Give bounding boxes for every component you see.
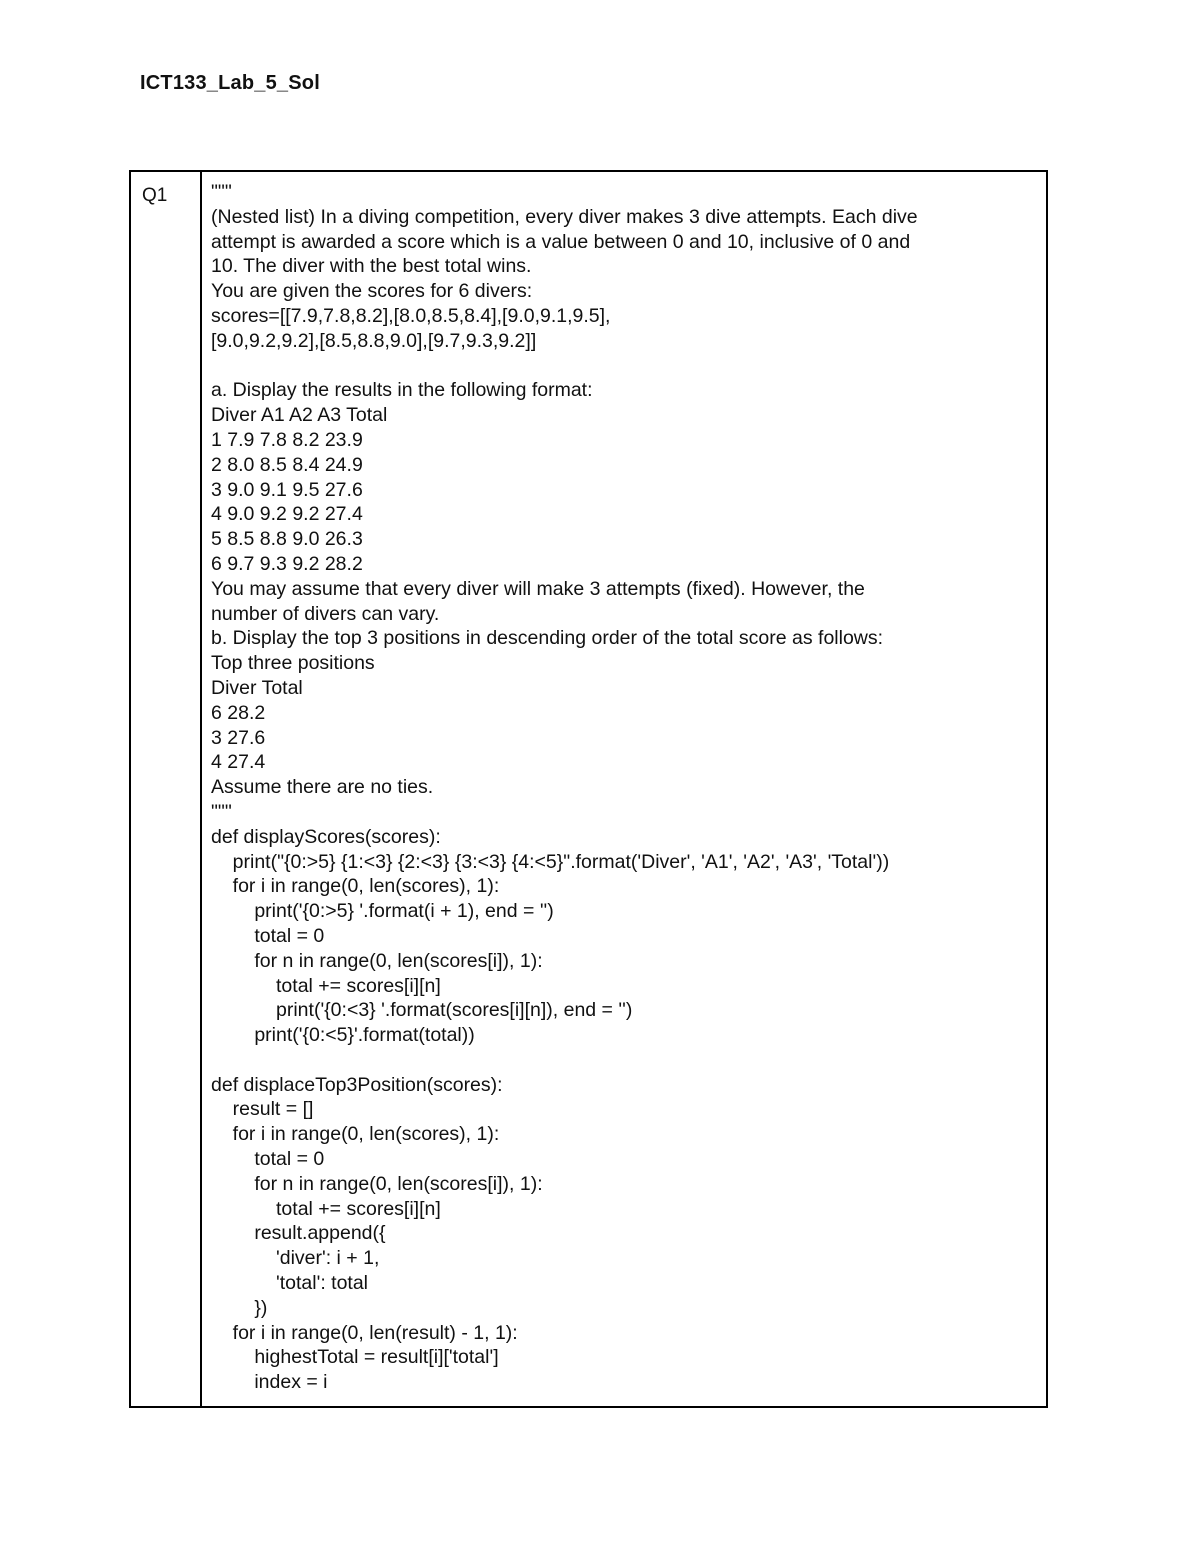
content-line: b. Display the top 3 positions in descending order of the total score as follows: — [211, 627, 884, 650]
answer-content-cell — [211, 180, 1038, 1406]
content-line: 'diver': i + 1, — [211, 1247, 380, 1270]
content-line: for n in range(0, len(scores[i]), 1): — [211, 1172, 543, 1195]
content-line: """ — [211, 181, 232, 203]
content-line: 6 9.7 9.3 9.2 28.2 — [211, 552, 363, 575]
content-line: number of divers can vary. — [211, 602, 440, 625]
content-line: for i in range(0, len(scores), 1): — [211, 875, 500, 898]
content-line: for i in range(0, len(result) - 1, 1): — [211, 1321, 518, 1344]
content-line: print('{0:>5} '.format(i + 1), end = '') — [211, 900, 554, 923]
content-line: 2 8.0 8.5 8.4 24.9 — [211, 453, 363, 476]
content-line: (Nested list) In a diving competition, every diver makes 3 dive attempts. Each dive — [211, 205, 918, 228]
content-line: total = 0 — [211, 924, 325, 947]
content-line: scores=[[7.9,7.8,8.2],[8.0,8.5,8.4],[9.0,9.1,9.5], — [211, 304, 611, 327]
content-line: 4 27.4 — [211, 751, 266, 774]
content-line: 3 27.6 — [211, 726, 266, 749]
question-label: Q1 — [142, 185, 168, 206]
content-line: 1 7.9 7.8 8.2 23.9 — [211, 428, 363, 451]
content-line: 4 9.0 9.2 9.2 27.4 — [211, 503, 363, 526]
content-line: 6 28.2 — [211, 701, 266, 724]
content-line: 'total': total — [211, 1272, 369, 1295]
content-line: result.append({ — [211, 1222, 386, 1245]
content-line: a. Display the results in the following format: — [211, 379, 593, 402]
content-line: attempt is awarded a score which is a value between 0 and 10, inclusive of 0 and — [211, 230, 911, 253]
content-line: }) — [211, 1296, 268, 1319]
content-line: for n in range(0, len(scores[i]), 1): — [211, 949, 543, 972]
document-title: ICT133_Lab_5_Sol — [140, 72, 320, 94]
content-line: total += scores[i][n] — [211, 1197, 441, 1220]
content-line: result = [] — [211, 1098, 314, 1121]
content-line: Diver A1 A2 A3 Total — [211, 404, 388, 427]
content-line: print("{0:>5} {1:<3} {2:<3} {3:<3} {4:<5}".format('Diver', 'A1', 'A2', 'A3', 'Total')) — [211, 850, 890, 873]
content-line: You are given the scores for 6 divers: — [211, 280, 533, 303]
content-line: def displaceTop3Position(scores): — [211, 1073, 503, 1096]
content-line: 5 8.5 8.8 9.0 26.3 — [211, 528, 363, 551]
content-line: def displayScores(scores): — [211, 825, 441, 848]
content-line: Top three positions — [211, 652, 375, 675]
content-line: for i in range(0, len(scores), 1): — [211, 1123, 500, 1146]
content-line — [211, 354, 1038, 379]
content-line: index = i — [211, 1371, 328, 1394]
content-line: [9.0,9.2,9.2],[8.5,8.8,9.0],[9.7,9.3,9.2]] — [211, 329, 537, 352]
content-line: """ — [211, 800, 232, 823]
content-line: Diver Total — [211, 676, 303, 699]
content-line: You may assume that every diver will make 3 attempts (fixed). However, the — [211, 577, 865, 600]
content-line — [211, 1048, 1038, 1073]
content-line: 3 9.0 9.1 9.5 27.6 — [211, 478, 363, 501]
content-line: total += scores[i][n] — [211, 974, 441, 997]
content-line: highestTotal = result[i]['total'] — [211, 1346, 499, 1369]
content-line: print('{0:<3} '.format(scores[i][n]), end = '') — [211, 999, 633, 1022]
content-line: print('{0:<5}'.format(total)) — [211, 1024, 475, 1047]
question-table — [129, 170, 1048, 1408]
content-line: Assume there are no ties. — [211, 776, 434, 799]
question-label-cell — [131, 172, 202, 1406]
content-line: 10. The diver with the best total wins. — [211, 255, 532, 278]
content-line: total = 0 — [211, 1148, 325, 1171]
